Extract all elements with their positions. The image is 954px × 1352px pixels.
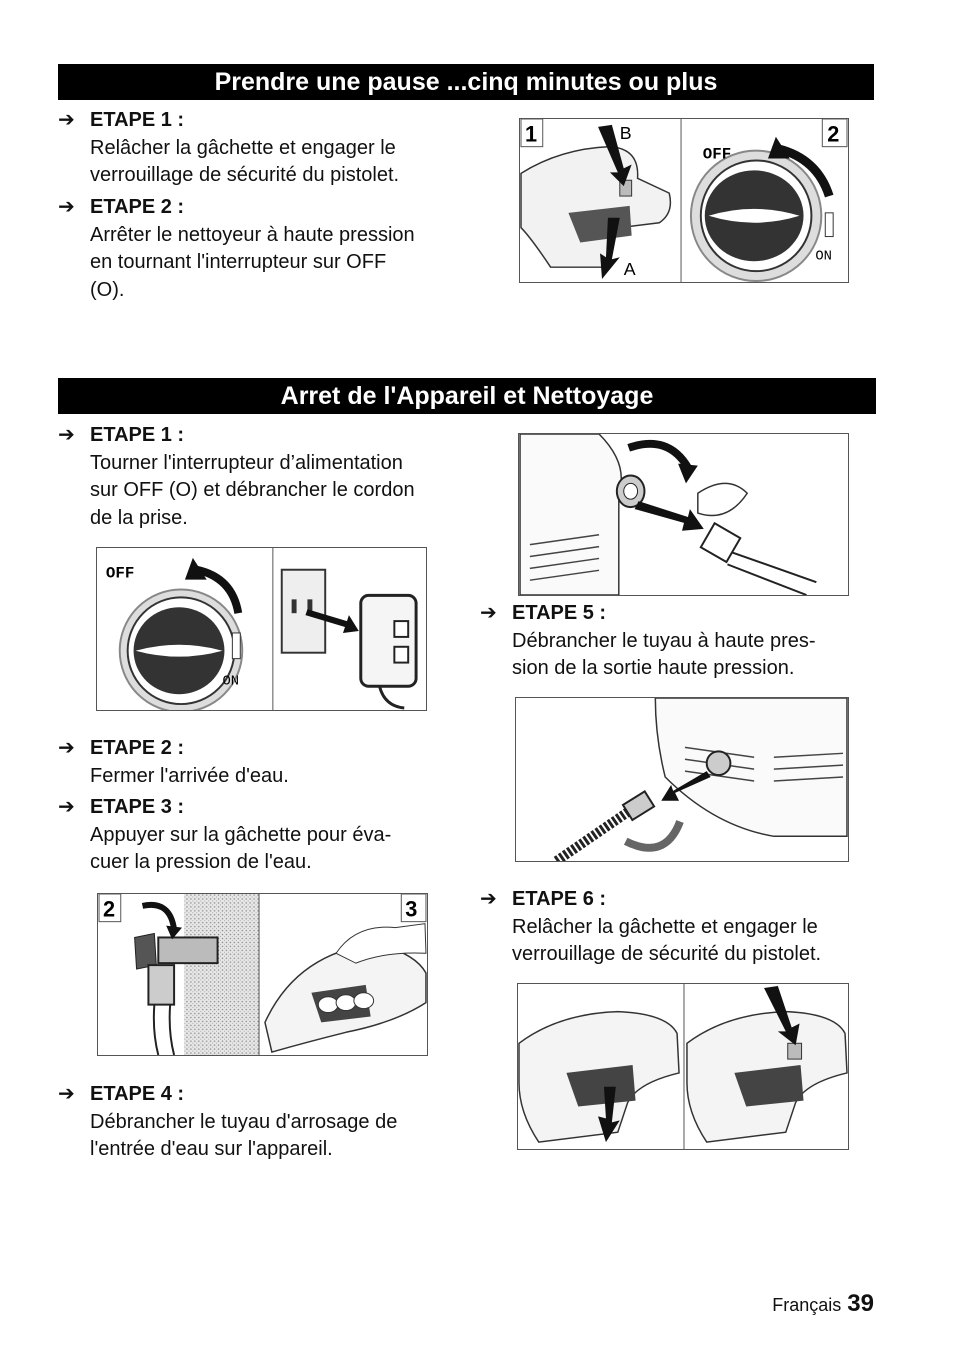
power-switch-knob bbox=[691, 151, 821, 281]
figure-gun-lock bbox=[517, 983, 849, 1150]
rotate-arrow-icon bbox=[626, 821, 680, 847]
panel-number: 3 bbox=[405, 896, 418, 922]
wall-texture bbox=[184, 894, 259, 1055]
step-pause-1: ➔ ETAPE 1 : Relâcher la gâchette et engager le verrouillage de sécurité du pistolet. bbox=[90, 107, 470, 190]
spray-gun-illustration bbox=[519, 1012, 679, 1142]
label-b: B bbox=[619, 122, 632, 143]
step-text: Débrancher le tuyau à haute pres- sion de la sortie haute pression. bbox=[512, 629, 816, 679]
step-pause-2: ➔ ETAPE 2 : Arrêter le nettoyeur à haute pression en tournant l'interrupteur sur OFF (O). bbox=[90, 194, 470, 304]
arrow-bullet-icon: ➔ bbox=[58, 737, 75, 759]
panel-number: 1 bbox=[524, 121, 538, 147]
step-shutdown-3: ➔ ETAPE 3 : Appuyer sur la gâchette pour éva- cuer la pression de l'eau. bbox=[90, 794, 470, 877]
figure-gun-switch bbox=[519, 118, 849, 283]
step-shutdown-2: ➔ ETAPE 2 : Fermer l'arrivée d'eau. bbox=[90, 735, 470, 790]
step-text: Fermer l'arrivée d'eau. bbox=[90, 764, 289, 787]
panel-number: 2 bbox=[827, 121, 840, 147]
spray-gun-hand-illustration bbox=[265, 924, 426, 1052]
switch-on-label: ON bbox=[815, 248, 832, 265]
figure-tap-trigger bbox=[97, 893, 428, 1056]
arrow-bullet-icon: ➔ bbox=[480, 602, 497, 624]
page-number: 39 bbox=[847, 1290, 874, 1317]
step-text: Arrêter le nettoyeur à haute pression en tournant l'interrupteur sur OFF (O). bbox=[90, 223, 415, 301]
step-text: Appuyer sur la gâchette pour éva- cuer la pression de l'eau. bbox=[90, 823, 392, 873]
arrow-bullet-icon: ➔ bbox=[480, 888, 497, 910]
step-text: Relâcher la gâchette et engager le verrouillage de sécurité du pistolet. bbox=[512, 915, 822, 965]
step-text: Tourner l'interrupteur d’alimentation sur OFF (O) et débrancher le cordon de la prise. bbox=[90, 451, 415, 529]
arrow-bullet-icon: ➔ bbox=[58, 109, 75, 131]
section-title-pause: Prendre une pause ...cinq minutes ou plus bbox=[58, 64, 874, 100]
section-title-shutdown: Arret de l'Appareil et Nettoyage bbox=[58, 378, 876, 414]
arrow-bullet-icon: ➔ bbox=[58, 1083, 75, 1105]
arrow-bullet-icon: ➔ bbox=[58, 196, 75, 218]
rotate-arrow-icon bbox=[142, 905, 174, 930]
machine-body bbox=[520, 434, 621, 595]
arrow-bullet-icon: ➔ bbox=[58, 796, 75, 818]
outlet-fitting bbox=[707, 751, 731, 775]
step-shutdown-6: ➔ ETAPE 6 : Relâcher la gâchette et engager le verrouillage de sécurité du pistolet. bbox=[512, 886, 882, 969]
figure-water-inlet bbox=[518, 433, 849, 596]
arrow-bullet-icon: ➔ bbox=[58, 424, 75, 446]
pull-arrow-icon bbox=[635, 501, 704, 531]
spray-gun-illustration bbox=[687, 1012, 847, 1142]
step-shutdown-5: ➔ ETAPE 5 : Débrancher le tuyau à haute pres- sion de la sortie haute pression. bbox=[512, 600, 882, 683]
spray-gun-illustration bbox=[521, 147, 670, 268]
wall-outlet bbox=[282, 570, 325, 653]
hose-connector bbox=[698, 483, 817, 595]
figure-switch-outlet bbox=[96, 547, 427, 711]
step-text: Débrancher le tuyau d'arrosage de l'entrée d'eau sur l'appareil. bbox=[90, 1110, 398, 1160]
footer-language: Français bbox=[772, 1295, 842, 1315]
page-footer bbox=[772, 1290, 874, 1318]
switch-off-label: OFF bbox=[105, 564, 135, 583]
power-switch-knob bbox=[120, 589, 242, 710]
panel-number: 2 bbox=[102, 896, 116, 922]
step-shutdown-4: ➔ ETAPE 4 : Débrancher le tuyau d'arrosage de l'entrée d'eau sur l'appareil. bbox=[90, 1081, 470, 1164]
step-text: Relâcher la gâchette et engager le verrouillage de sécurité du pistolet. bbox=[90, 136, 400, 186]
figure-high-pressure-outlet bbox=[515, 697, 849, 862]
switch-off-label: OFF bbox=[702, 145, 732, 164]
switch-on-label: ON bbox=[222, 673, 240, 690]
power-plug bbox=[361, 595, 416, 708]
label-a: A bbox=[623, 259, 636, 280]
step-shutdown-1: ➔ ETAPE 1 : Tourner l'interrupteur d’alimentation sur OFF (O) et débrancher le cordon de la prise. bbox=[90, 422, 470, 532]
